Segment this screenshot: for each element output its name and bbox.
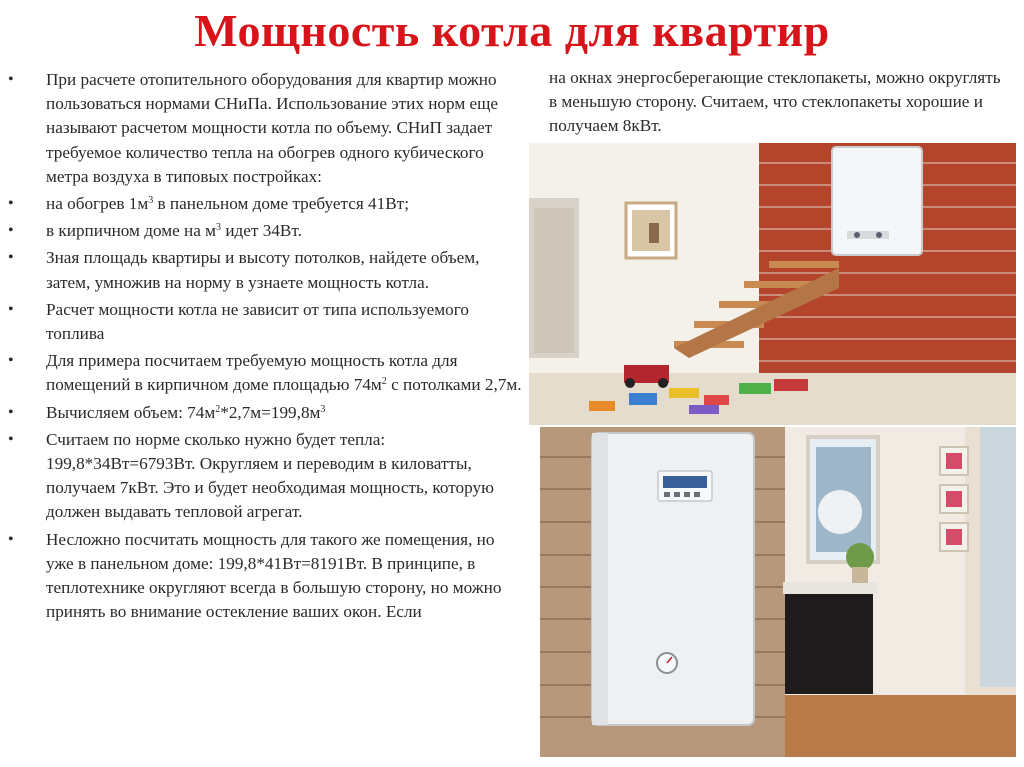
- electric-boiler-photo: [540, 427, 1016, 757]
- bullet-item: • в кирпичном доме на $м^3$ идет 34Вт.: [8, 219, 523, 243]
- room-staircase-photo: [529, 143, 1016, 425]
- page-title: Мощность котла для квартир: [194, 5, 830, 56]
- continuation-text: на окнах энергосберегающие стеклопакеты, можно округлять в меньшую сторону. Считаем, что стеклопакеты хорошие и получаем 8кВт.: [549, 68, 1001, 136]
- bullet-item: • Расчет мощности котла не зависит от типа используемого топлива: [8, 298, 523, 346]
- bullet-item: • Вычисляем объем: $74м^2*2,7м=199,8м^3$: [8, 401, 523, 425]
- bullet-list: [8, 68, 523, 627]
- bullet-item: • на обогрев $1м^3$ в панельном доме требуется 41Вт;: [8, 192, 523, 216]
- bullet-item: • Считаем по норме сколько нужно будет тепла: 199,8*34Вт=6793Вт. Округляем и переводим в киловатты, получаем 7кВт. Это и будет необходимая мощность, которую должен выдавать тепловой агрегат.: [8, 428, 523, 525]
- bullet-item: • Несложно посчитать мощность для такого же помещения, но уже в панельном доме: 199,8*41Вт=8191Вт. В принципе, в теплотехнике округляют всегда в большую сторону, но можно принять во внимание остекление ваших окон. Если: [8, 528, 523, 625]
- bullet-item: • Для примера посчитаем требуемую мощность котла для помещений в кирпичном доме площадью $74м^2$ с потолками 2,7м.: [8, 349, 523, 397]
- bullet-item: • Зная площадь квартиры и высоту потолков, найдете объем, затем, умножив на норму в узнаете мощность котла.: [8, 246, 523, 294]
- bullet-item: • При расчете отопительного оборудования для квартир можно пользоваться нормами СНиПа. Использование этих норм еще называют расчетом мощности котла по объему. СНиП задает требуемое количество тепла на обогрев одного кубического метра воздуха в типовых постройках:: [8, 68, 523, 189]
